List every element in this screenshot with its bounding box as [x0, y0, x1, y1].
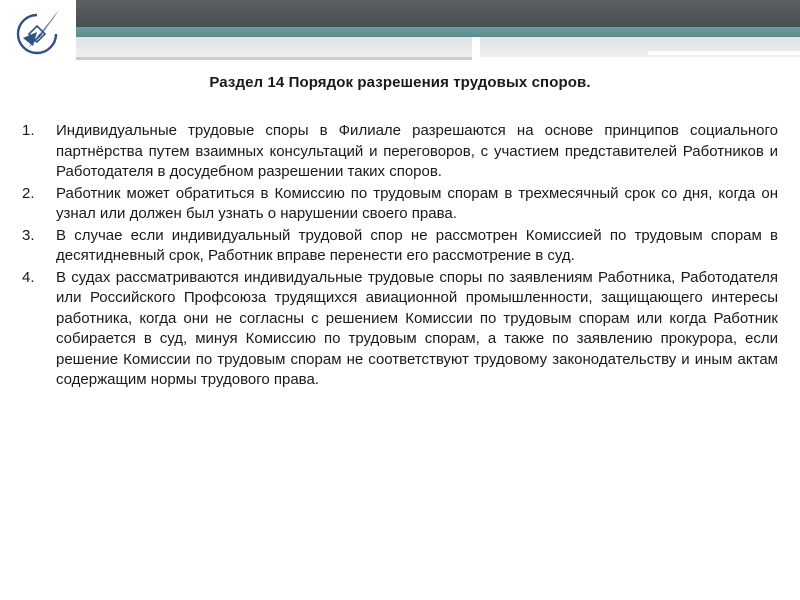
header-dark-bar [76, 0, 800, 27]
list-item-number: 4. [22, 268, 35, 286]
list-item [22, 184, 778, 225]
section-title: Раздел 14 Порядок разрешения трудовых споров. [209, 74, 591, 91]
list-item [22, 226, 778, 267]
header-divider [472, 37, 480, 59]
list-item [22, 121, 778, 183]
header-accent-line [648, 51, 800, 55]
list-item [22, 268, 778, 391]
aircraft-emblem-icon [7, 6, 67, 60]
list-item-number: 2. [22, 184, 35, 202]
numbered-list [22, 121, 778, 392]
list-item-text: Индивидуальные трудовые споры в Филиале разрешаются на основе принципов социального партнёрства путем взаимных консультаций и переговоров, с участием представителей Работников и Работодателя в досудебном разрешении таких споров. [56, 122, 778, 180]
list-item-number: 1. [22, 122, 35, 139]
header-underline [76, 57, 472, 60]
company-logo [4, 4, 70, 60]
list-item-text: В случае если индивидуальный трудовой спор не рассмотрен Комиссией по трудовым спорам в десятидневный срок, Работник вправе перенести его рассмотрение в суд. [56, 226, 778, 264]
list-item-text: В судах рассматриваются индивидуальные трудовые споры по заявлениям Работника, Работодателя или Российского Профсоюза трудящихся авиационной промышленности, защищающего интересы работника, когда они не согласны с решением Комиссии по трудовым спорам или когда Работник собирается в суд, минуя Комиссию по трудовым спорам, а также по заявлению прокурора, если решение Комиссии по трудовым спорам не соответствуют трудовому законодательству и иным актам содержащим нормы трудового права. [56, 268, 778, 388]
list-item-number: 3. [22, 226, 35, 244]
header-teal-bar [76, 27, 800, 37]
slide-header [0, 0, 800, 62]
list-item-text: Работник может обратиться в Комиссию по трудовым спорам в трехмесячный срок со дня, когда он узнал или должен был узнать о нарушении своего права. [56, 184, 778, 222]
